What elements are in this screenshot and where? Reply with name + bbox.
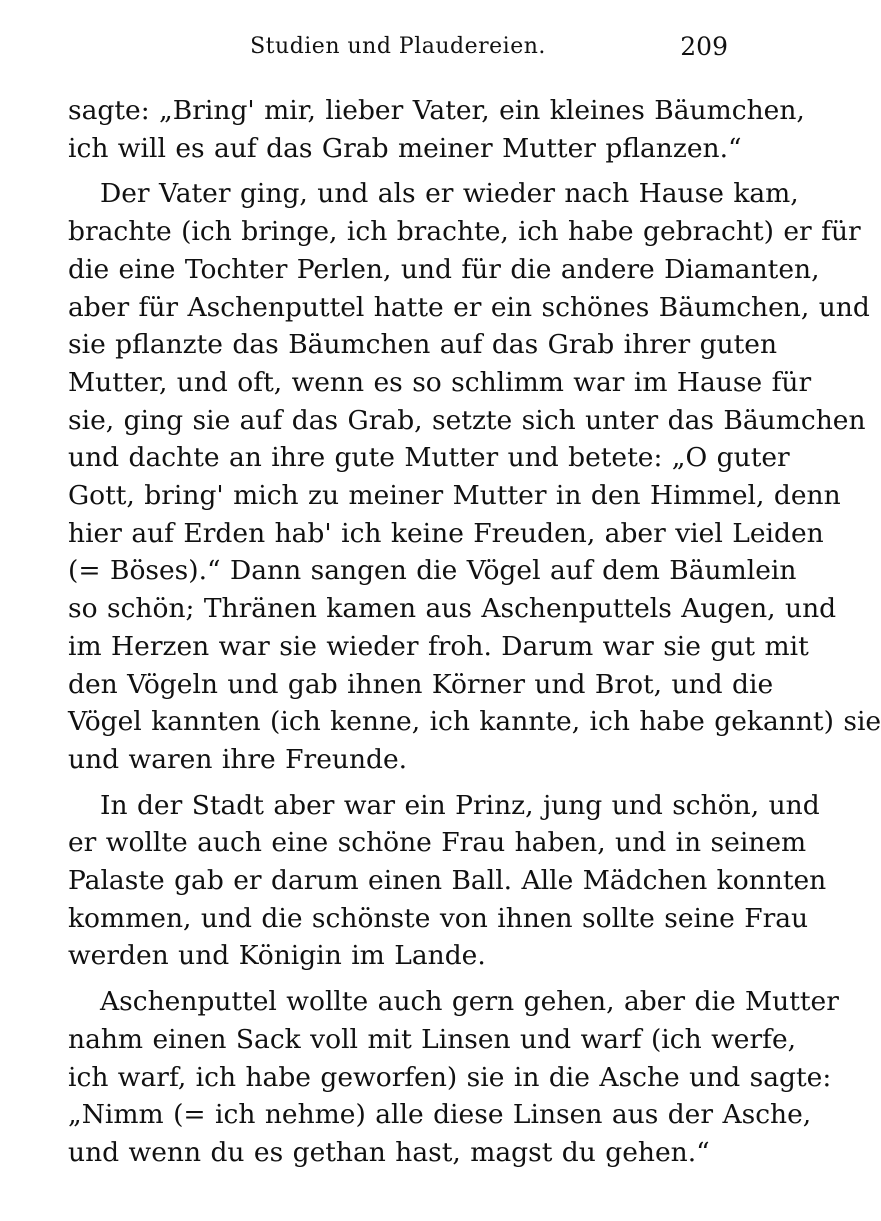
text-line: den Vögeln und gab ihnen Körner und Brot, und die [68, 668, 774, 700]
body-text [68, 92, 881, 1172]
text-line: nahm einen Sack voll mit Linsen und warf (ich werfe, [68, 1023, 797, 1055]
text-line: werden und Königin im Lande. [68, 940, 486, 972]
paragraph-2 [68, 175, 881, 778]
text-line: und dachte an ihre gute Mutter und betete: „O guter [68, 442, 790, 474]
text-line: sie pflanzte das Bäumchen auf das Grab ihrer guten [68, 329, 778, 361]
text-line: hier auf Erden hab' ich keine Freuden, aber viel Leiden [68, 517, 824, 549]
page-number: 209 [680, 32, 728, 61]
paragraph-4 [68, 983, 839, 1172]
text-line: sie, ging sie auf das Grab, setzte sich unter das Bäumchen [68, 404, 866, 436]
text-line: ich warf, ich habe geworfen) sie in die Asche und sagte: [68, 1061, 832, 1093]
paragraph-1 [68, 92, 805, 167]
paragraph-3 [68, 787, 827, 976]
text-line: Vögel kannten (ich kenne, ich kannte, ich habe gekannt) sie [68, 706, 881, 738]
book-page [68, 30, 881, 1180]
text-line: Gott, bring' mich zu meiner Mutter in den Himmel, denn [68, 480, 841, 512]
text-line: im Herzen war sie wieder froh. Darum war sie gut mit [68, 630, 809, 662]
text-line: Palaste gab er darum einen Ball. Alle Mädchen konnten [68, 865, 827, 897]
text-line: „Nimm (= ich nehme) alle diese Linsen aus der Asche, [68, 1099, 812, 1131]
text-line: Mutter, und oft, wenn es so schlimm war im Hause für [68, 366, 812, 398]
text-line: In der Stadt aber war ein Prinz, jung und schön, und [100, 789, 820, 821]
text-line: er wollte auch eine schöne Frau haben, und in seinem [68, 827, 807, 859]
page-header [68, 30, 728, 74]
running-title: Studien und Plaudereien. [250, 34, 546, 59]
text-line: (= Böses).“ Dann sangen die Vögel auf dem Bäumlein [68, 555, 797, 587]
text-line: sagte: „Bring' mir, lieber Vater, ein kleines Bäumchen, [68, 95, 805, 126]
text-line: und wenn du es gethan hast, magst du gehen.“ [68, 1136, 710, 1168]
text-line: Aschenputtel wollte auch gern gehen, aber die Mutter [100, 986, 839, 1018]
text-line: Der Vater ging, und als er wieder nach Hause kam, [100, 178, 799, 210]
text-line: kommen, und die schönste von ihnen sollte seine Frau [68, 902, 809, 934]
text-line: und waren ihre Freunde. [68, 743, 408, 775]
text-line: brachte (ich bringe, ich brachte, ich habe gebracht) er für [68, 216, 861, 248]
text-line: aber für Aschenputtel hatte er ein schönes Bäumchen, und [68, 291, 870, 323]
text-line: die eine Tochter Perlen, und für die andere Diamanten, [68, 253, 820, 285]
text-line: ich will es auf das Grab meiner Mutter pflanzen.“ [68, 132, 742, 164]
text-line: so schön; Thränen kamen aus Aschenputtels Augen, und [68, 593, 837, 625]
